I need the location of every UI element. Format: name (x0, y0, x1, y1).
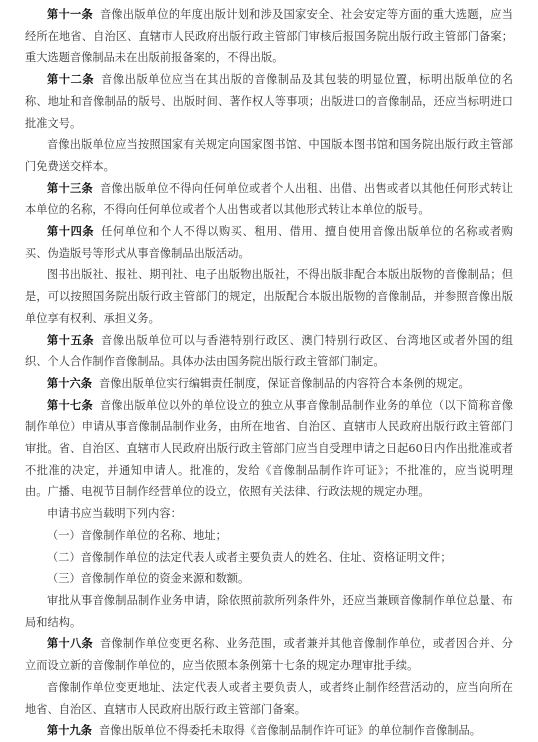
list-item (25, 525, 513, 547)
article-number: 第十六条 (47, 376, 92, 390)
paragraph-article-16 (25, 373, 513, 395)
article-text: 任何单位和个人不得以购买、租用、借用、擅自使用音像出版单位的名称或者购买、伪造版号等形式从事音像制品出版活动。 (25, 225, 513, 260)
paragraph-article-15 (25, 330, 513, 373)
paragraph-article-14 (25, 221, 513, 264)
list-item-text: （二）音像制作单位的法定代表人或者主要负责人的姓名、住址、资格证明文件； (47, 550, 452, 564)
article-number: 第十七条 (47, 398, 93, 412)
paragraph-text (25, 503, 513, 525)
article-number: 第十四条 (47, 225, 95, 239)
article-text: 音像出版单位可以与香港特别行政区、澳门特别行政区、台湾地区或者外国的组织、个人合作制作音像制品。具体办法由国务院出版行政主管部门制定。 (25, 333, 513, 369)
paragraph-article-19 (25, 720, 513, 742)
article-number: 第十八条 (47, 637, 93, 651)
article-text: 音像出版单位以外的单位设立的独立从事音像制品制作业务的单位（以下简称音像制作单位）申请从事音像制品制作业务，由所在地省、自治区、直辖市人民政府出版行政主管部门审批。省、自治区、直辖市人民政府出版行政主管部门应当自受理申请之日起60日内作出批准或者不批准的决定，并通知申请人。批准的，发给《音像制品制作许可证》；不批准的，应当说明理由。广播、电视节目制作经营单位的设立，依照有关法律、行政法规的规定办理。 (25, 398, 514, 499)
article-text: 音像出版单位应当在其出版的音像制品及其包装的明显位置，标明出版单位的名称、地址和音像制品的版号、出版时间、著作权人等事项；出版进口的音像制品，还应当标明进口批准文号。 (25, 73, 513, 130)
list-item (25, 568, 513, 590)
paragraph-text (25, 590, 513, 633)
paragraph-text (25, 264, 513, 329)
paragraph-body: 申请书应当载明下列内容： (47, 507, 182, 521)
paragraph-body: 审批从事音像制品制作业务申请，除依照前款所列条件外，还应当兼顾音像制作单位总量、布局和结构。 (25, 593, 513, 629)
list-item-text: （一）音像制作单位的名称、地址； (47, 528, 227, 542)
paragraph-article-13 (25, 178, 513, 221)
paragraph-body: 音像制作单位变更地址、法定代表人或者主要负责人，或者终止制作经营活动的，应当向所在地省、自治区、直辖市人民政府出版行政主管部门备案。 (25, 680, 513, 716)
article-text: 音像出版单位不得委托未取得《音像制品制作许可证》的单位制作音像制品。 (98, 724, 482, 738)
paragraph-text (25, 677, 513, 720)
paragraph-text (25, 134, 513, 177)
article-number: 第十一条 (47, 8, 93, 21)
paragraph-article-12 (25, 69, 513, 134)
article-number: 第十二条 (47, 73, 95, 87)
paragraph-body: 图书出版社、报社、期刊社、电子出版物出版社，不得出版非配合本版出版物的音像制品；但是，可以按照国务院出版行政主管部门的规定，出版配合本版出版物的音像制品，并参照音像出版单位享有权利、承担义务。 (25, 268, 513, 325)
paragraph-article-18 (25, 633, 513, 676)
paragraph-article-17 (25, 395, 513, 504)
list-item-text: （三）音像制作单位的资金来源和数额。 (47, 572, 250, 586)
article-text: 音像制作单位变更名称、业务范围，或者兼并其他音像制作单位，或者因合并、分立而设立新的音像制作单位的，应当依照本条例第十七条的规定办理审批手续。 (25, 637, 514, 673)
paragraph-body: 音像出版单位应当按照国家有关规定向国家图书馆、中国版本图书馆和国务院出版行政主管部门免费送交样本。 (25, 138, 513, 173)
paragraph-article-11 (25, 4, 513, 69)
article-text: 音像出版单位不得向任何单位或者个人出租、出借、出售或者以其他任何形式转让本单位的名称，不得向任何单位或者个人出售或者以其他形式转让本单位的版号。 (25, 181, 514, 217)
article-number: 第十九条 (47, 724, 92, 738)
list-item (25, 547, 513, 569)
article-text: 音像出版单位实行编辑责任制度，保证音像制品的内容符合本条例的规定。 (98, 376, 470, 390)
article-number: 第十三条 (47, 181, 93, 195)
article-text: 音像出版单位的年度出版计划和涉及国家安全、社会安定等方面的重大选题，应当经所在地省、自治区、直辖市人民政府出版行政主管部门审核后报国务院出版行政主管部门备案；重大选题音像制品未在出版前报备案的，不得出版。 (25, 8, 514, 65)
article-number: 第十五条 (47, 333, 95, 347)
